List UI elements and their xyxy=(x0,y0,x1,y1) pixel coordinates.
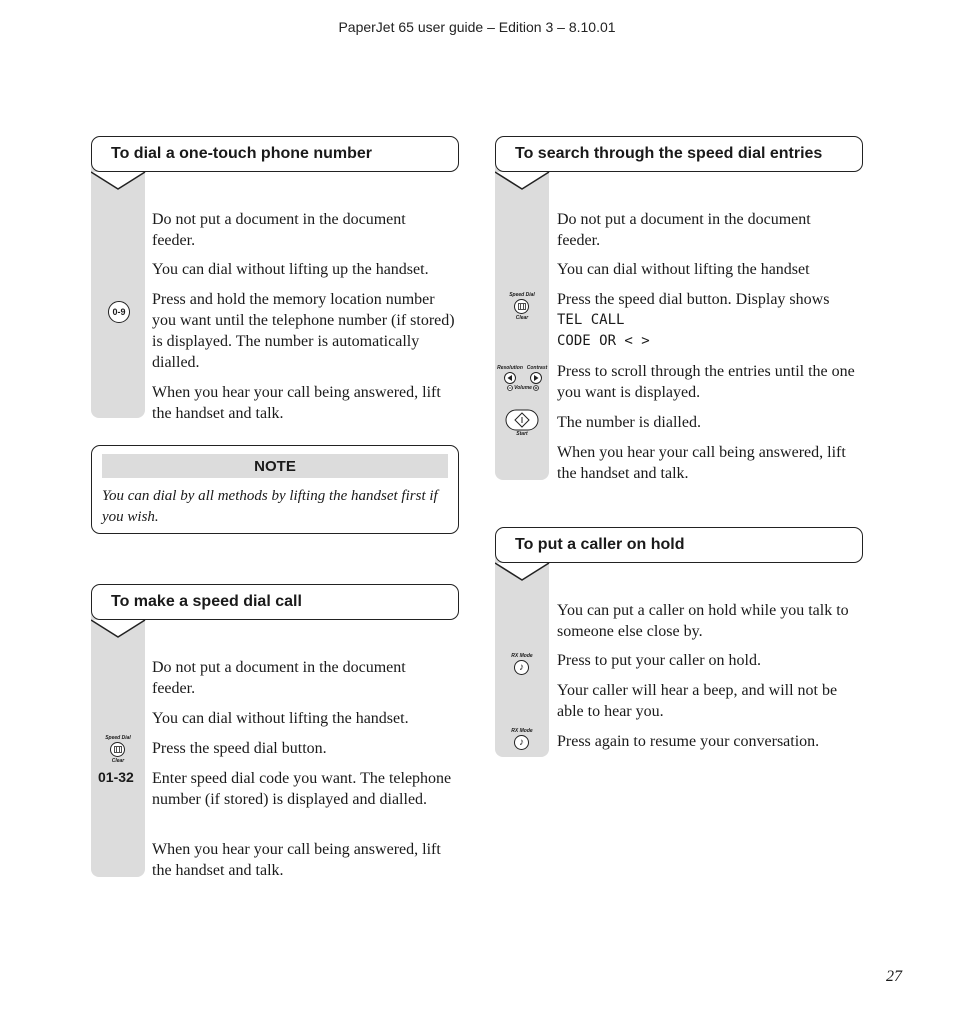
rx-mode-caption: RX Mode xyxy=(511,728,533,734)
step-text: Press and hold the memory location number you want until the telephone number (if stored) is displayed. The number is automatically dialled. xyxy=(152,291,455,371)
step-text: Your caller will hear a beep, and will not be able to hear you. xyxy=(557,682,838,720)
step-text: Press the speed dial button. Display shows xyxy=(557,291,830,308)
title-pointer xyxy=(91,170,151,192)
start-key-icon xyxy=(505,409,539,431)
step-text: The number is dialled. xyxy=(557,414,701,431)
step-text: You can dial without lifting the handset xyxy=(557,261,810,278)
display-line: TEL CALL xyxy=(557,312,625,328)
volume-caption: Volume xyxy=(514,385,532,391)
speed-dial-code-label: 01-32 xyxy=(98,769,134,785)
speed-dial-caption: Speed Dial xyxy=(509,292,535,298)
speed-dial-key-icon xyxy=(514,299,529,314)
page-number: 27 xyxy=(886,968,902,985)
rx-mode-key-icon: ♪ xyxy=(514,735,529,750)
note-text: You can dial by all methods by lifting the handset first if you wish. xyxy=(102,488,438,525)
rx-mode-key-icon: ♪ xyxy=(514,660,529,675)
step-text: When you hear your call being answered, lift the handset and talk. xyxy=(152,384,441,422)
clear-caption: Clear xyxy=(111,758,125,764)
title-pointer xyxy=(495,561,555,583)
step-text: Press to scroll through the entries until the one you want is displayed. xyxy=(557,363,855,401)
speed-dial-title: To make a speed dial call xyxy=(91,584,459,620)
rx-mode-caption: RX Mode xyxy=(511,653,533,659)
start-caption: Start xyxy=(516,431,528,437)
step-text: Do not put a document in the document feeder. xyxy=(557,211,811,249)
step-text: When you hear your call being answered, lift the handset and talk. xyxy=(557,444,846,482)
step-text: Press again to resume your conversation. xyxy=(557,733,820,750)
step-text: When you hear your call being answered, lift the handset and talk. xyxy=(152,841,441,879)
step-text: You can dial without lifting the handset. xyxy=(152,710,409,727)
note-heading: NOTE xyxy=(102,454,448,478)
resolution-caption: Resolution xyxy=(497,365,523,371)
display-line: CODE OR < > xyxy=(557,333,650,349)
step-text: Do not put a document in the document feeder. xyxy=(152,659,406,697)
step-text: You can put a caller on hold while you talk to someone else close by. xyxy=(557,602,849,640)
step-text: Press to put your caller on hold. xyxy=(557,652,761,669)
step-text: Enter speed dial code you want. The telephone number (if stored) is displayed and dialled. xyxy=(152,770,452,808)
title-pointer xyxy=(91,618,151,640)
contrast-caption: Contrast xyxy=(526,365,548,371)
clear-caption: Clear xyxy=(515,315,529,321)
search-title: To search through the speed dial entries xyxy=(495,136,863,172)
step-text: Do not put a document in the document feeder. xyxy=(152,211,406,249)
title-pointer xyxy=(495,170,555,192)
number-key-icon: 0-9 xyxy=(108,301,130,323)
step-text: Press the speed dial button. xyxy=(152,740,327,757)
speed-dial-caption: Speed Dial xyxy=(105,735,131,741)
page-header: PaperJet 65 user guide – Edition 3 – 8.10.01 xyxy=(338,19,616,35)
speed-dial-key-icon xyxy=(110,742,125,757)
note-box xyxy=(91,445,459,534)
one-touch-title: To dial a one-touch phone number xyxy=(91,136,459,172)
hold-title: To put a caller on hold xyxy=(495,527,863,563)
step-text: You can dial without lifting up the handset. xyxy=(152,261,429,278)
